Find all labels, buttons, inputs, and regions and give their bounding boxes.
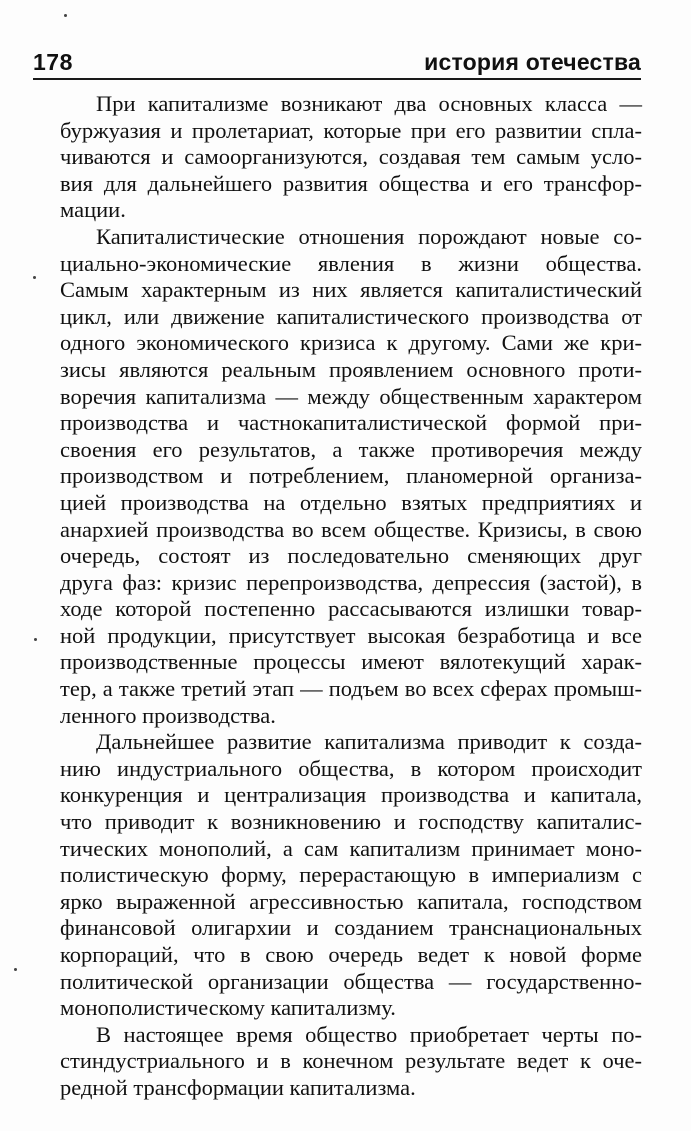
text-line: чиваются и самоорганизуются, создавая тем самым усло- — [60, 144, 642, 170]
text-line: мации. — [60, 197, 126, 223]
text-line: что приводит к возникновению и господству капиталис- — [60, 809, 642, 835]
text-line: В настоящее время общество приобретает черты по- — [96, 1021, 642, 1047]
text-line: одного экономического кризиса к другому. Сами же кри- — [60, 330, 642, 356]
running-header — [33, 44, 641, 80]
text-line: Самым характерным из них является капиталистический — [60, 277, 642, 303]
text-line: производственные процессы имеют вялотекущий харак- — [60, 649, 642, 675]
text-line: своения его результатов, а также противоречия между — [60, 436, 642, 462]
paragraph — [60, 729, 642, 1022]
text-line: ной продукции, присутствует высокая безработица и все — [60, 622, 642, 648]
text-line: Капиталистические отношения порождают новые со- — [96, 223, 642, 249]
text-line: вия для дальнейшего развития общества и его трансфор- — [60, 170, 642, 196]
text-line: воречия капитализма — между общественным характером — [60, 383, 642, 409]
text-line: тер, а также третий этап — подъем во всех сферах промыш- — [60, 676, 642, 702]
text-line: политической организации общества — государственно- — [60, 968, 642, 994]
text-line: полистическую форму, перерастающую в империализм с — [60, 862, 642, 888]
body-text — [60, 91, 642, 1102]
print-speck — [14, 968, 17, 971]
print-speck — [34, 638, 37, 641]
text-line: конкуренция и централизация производства и капитала, — [60, 782, 642, 808]
text-line: нию индустриального общества, в котором происходит — [60, 755, 642, 781]
paragraph — [60, 91, 642, 224]
text-line: редной трансформации капитализма. — [60, 1074, 416, 1100]
text-line: цикл, или движение капиталистического производства от — [60, 303, 642, 329]
text-line: корпораций, что в свою очередь ведет к новой форме — [60, 942, 642, 967]
text-line: производства и частнокапиталистической формой при- — [60, 410, 642, 436]
text-line: ленного производства. — [60, 702, 276, 728]
text-line: монополистическому капитализму. — [60, 995, 396, 1021]
text-line: финансовой олигархии и созданием транснациональных — [60, 915, 642, 941]
text-line: анархией производства во всем обществе. Кризисы, в свою — [60, 516, 642, 542]
page-number: 178 — [33, 49, 73, 75]
text-line: друга фаз: кризис перепроизводства, депрессия (застой), в — [60, 569, 642, 595]
book-title: история отечества — [424, 49, 641, 75]
text-line: При капитализме возникают два основных класса — — [96, 91, 642, 116]
text-line: стиндустриального и в конечном результате ведет к оче- — [60, 1048, 642, 1074]
text-line: производством и потреблением, планомерной организа- — [60, 463, 642, 489]
text-line: ярко выраженной агрессивностью капитала, господством — [60, 888, 642, 914]
text-line: очередь, состоят из последовательно сменяющих друг — [60, 543, 642, 569]
print-speck — [33, 276, 36, 279]
text-line: ходе которой постепенно рассасываются излишки товар- — [60, 596, 642, 622]
text-line: цией производства на отдельно взятых предприятиях и — [60, 489, 642, 515]
text-line: зисы являются реальным проявлением основного проти- — [60, 356, 642, 382]
paragraph — [60, 1022, 642, 1102]
print-speck — [64, 14, 67, 17]
text-line: тических монополий, а сам капитализм принимает моно- — [60, 835, 642, 861]
text-line: циально-экономические явления в жизни общества. — [60, 250, 642, 276]
paragraph — [60, 224, 642, 729]
text-line: Дальнейшее развитие капитализма приводит к созда- — [96, 729, 642, 755]
text-line: буржуазия и пролетариат, которые при его развитии спла- — [60, 117, 642, 143]
